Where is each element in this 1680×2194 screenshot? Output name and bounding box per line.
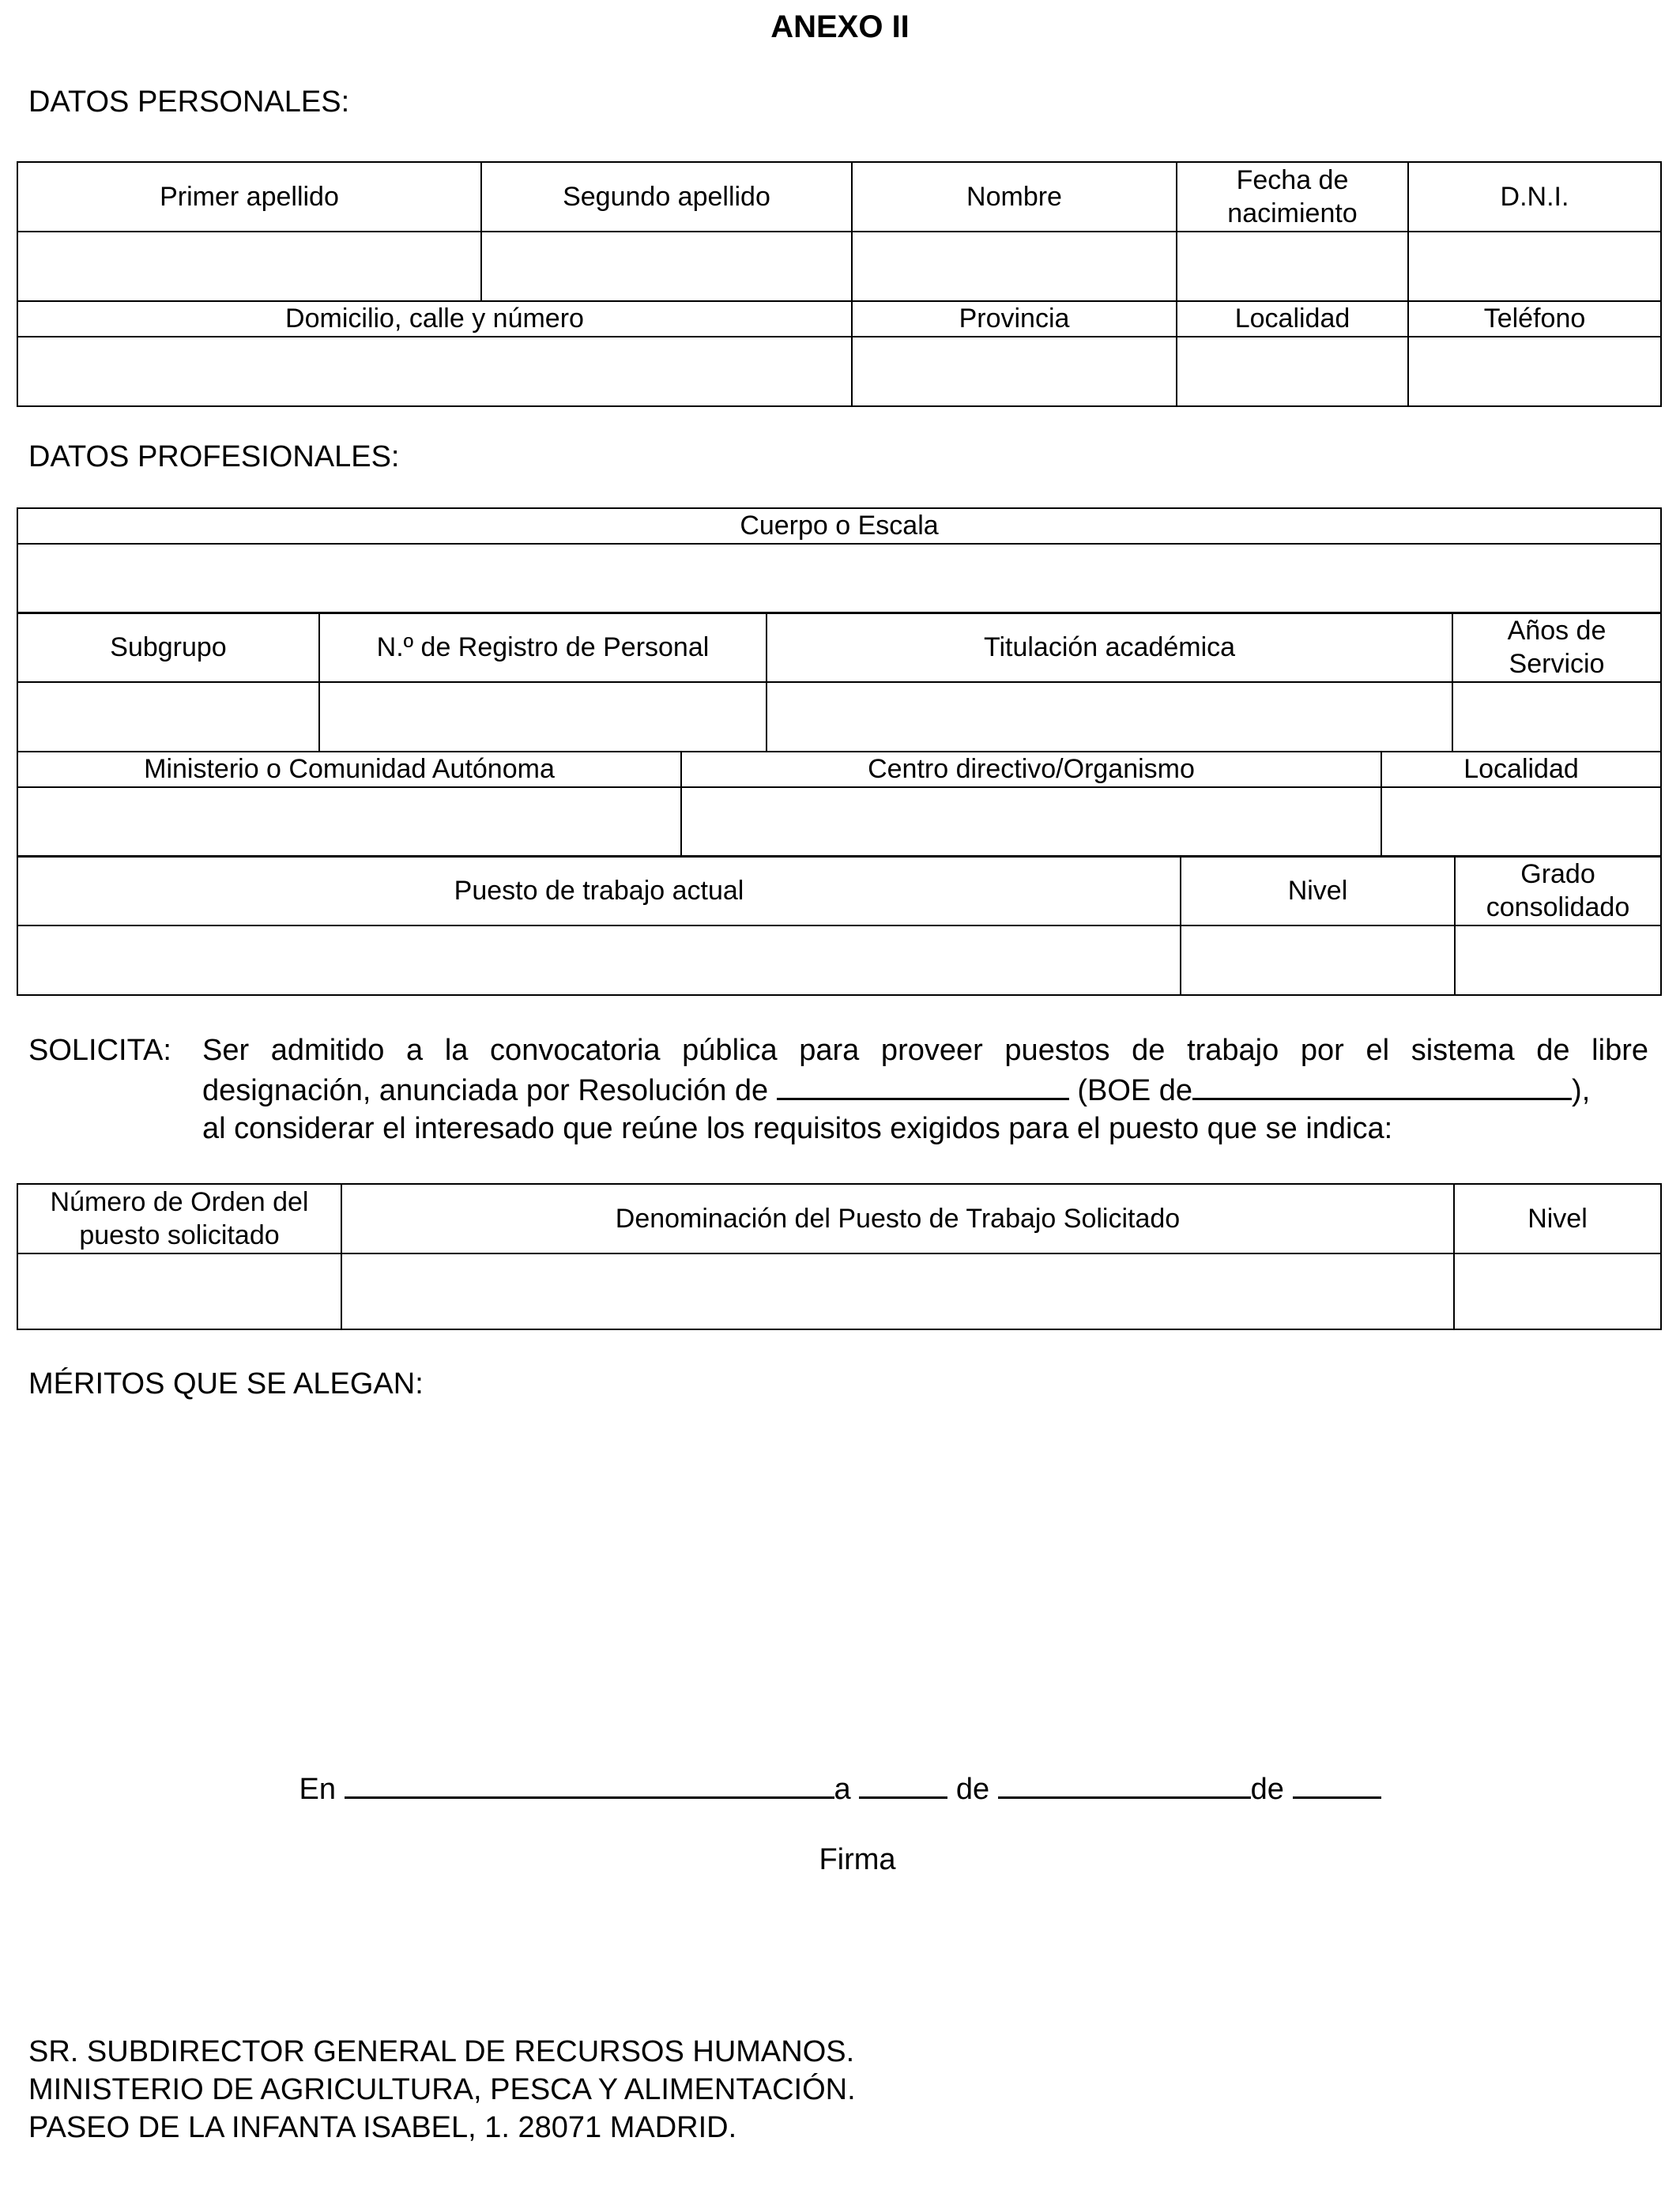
field-segundo-apellido[interactable] [481, 232, 852, 301]
field-domicilio[interactable] [17, 337, 852, 406]
page-title: ANEXO II [770, 9, 910, 44]
field-cuerpo-escala[interactable] [17, 544, 1661, 613]
field-localidad[interactable] [1177, 337, 1408, 406]
field-provincia[interactable] [852, 337, 1177, 406]
field-subgrupo[interactable] [17, 682, 319, 752]
meritos-field[interactable] [28, 1415, 1648, 1731]
header-subgrupo: Subgrupo [17, 613, 319, 682]
address-line-2: MINISTERIO DE AGRICULTURA, PESCA Y ALIMENTACIÓN. [28, 2073, 856, 2106]
place-date-line: En a de de [0, 1768, 1680, 1807]
field-denominacion-puesto[interactable] [341, 1253, 1454, 1329]
solicita-paragraph [28, 1031, 1648, 1148]
field-grado-consolidado[interactable] [1455, 925, 1661, 995]
resolucion-date-blank[interactable] [777, 1069, 1069, 1100]
place-blank[interactable] [345, 1768, 834, 1799]
field-numero-orden[interactable] [17, 1253, 341, 1329]
header-primer-apellido: Primer apellido [17, 162, 481, 232]
professional-puesto-table [17, 855, 1662, 996]
header-ministerio: Ministerio o Comunidad Autónoma [17, 752, 681, 787]
header-cuerpo-escala: Cuerpo o Escala [17, 508, 1661, 544]
field-dni[interactable] [1408, 232, 1661, 301]
header-denominacion-puesto: Denominación del Puesto de Trabajo Solicitado [341, 1184, 1454, 1253]
field-primer-apellido[interactable] [17, 232, 481, 301]
field-nivel-solicitado[interactable] [1454, 1253, 1661, 1329]
professional-data-heading: DATOS PROFESIONALES: [28, 440, 400, 473]
field-registro-personal[interactable] [319, 682, 767, 752]
professional-ministerio-table [17, 751, 1662, 858]
professional-cuerpo-table [17, 507, 1662, 614]
field-nivel-actual[interactable] [1181, 925, 1455, 995]
requested-position-table [17, 1183, 1662, 1330]
solicita-line-2: designación, anunciada por Resolución de (BOE de ), [28, 1069, 1648, 1110]
signature-label: Firma [819, 1843, 896, 1876]
field-nombre[interactable] [852, 232, 1177, 301]
meritos-heading: MÉRITOS QUE SE ALEGAN: [28, 1367, 424, 1400]
header-centro-directivo: Centro directivo/Organismo [681, 752, 1381, 787]
header-segundo-apellido: Segundo apellido [481, 162, 852, 232]
boe-date-blank[interactable] [1192, 1069, 1572, 1100]
header-localidad: Localidad [1177, 301, 1408, 337]
solicita-line-3: al considerar el interesado que reúne los requisitos exigidos para el puesto que se indica: [202, 1112, 1393, 1145]
header-provincia: Provincia [852, 301, 1177, 337]
header-localidad-trabajo: Localidad [1381, 752, 1661, 787]
field-centro-directivo[interactable] [681, 787, 1381, 857]
address-line-1: SR. SUBDIRECTOR GENERAL DE RECURSOS HUMANOS. [28, 2035, 855, 2068]
year-blank[interactable] [1293, 1768, 1381, 1799]
header-domicilio: Domicilio, calle y número [17, 301, 852, 337]
field-ministerio[interactable] [17, 787, 681, 857]
solicita-label: SOLICITA: [28, 1034, 171, 1067]
header-anos-servicio: Años de Servicio [1452, 613, 1661, 682]
day-blank[interactable] [859, 1768, 947, 1799]
address-block [28, 2033, 856, 2147]
personal-data-heading: DATOS PERSONALES: [28, 85, 350, 119]
field-anos-servicio[interactable] [1452, 682, 1661, 752]
header-grado-consolidado: Grado consolidado [1455, 856, 1661, 925]
header-dni: D.N.I. [1408, 162, 1661, 232]
month-blank[interactable] [998, 1768, 1251, 1799]
header-numero-orden: Número de Orden del puesto solicitado [17, 1184, 341, 1253]
header-nivel-solicitado: Nivel [1454, 1184, 1661, 1253]
address-line-3: PASEO DE LA INFANTA ISABEL, 1. 28071 MADRID. [28, 2111, 737, 2144]
solicita-line-1: Ser admitido a la convocatoria pública para proveer puestos de trabajo por el sistema de libre [202, 1034, 1648, 1067]
field-telefono[interactable] [1408, 337, 1661, 406]
header-nombre: Nombre [852, 162, 1177, 232]
field-titulacion[interactable] [767, 682, 1452, 752]
personal-data-table [17, 161, 1662, 407]
header-puesto-actual: Puesto de trabajo actual [17, 856, 1181, 925]
header-registro-personal: N.º de Registro de Personal [319, 613, 767, 682]
header-fecha-nacimiento: Fecha de nacimiento [1177, 162, 1408, 232]
header-nivel-actual: Nivel [1181, 856, 1455, 925]
field-fecha-nacimiento[interactable] [1177, 232, 1408, 301]
field-puesto-actual[interactable] [17, 925, 1181, 995]
header-telefono: Teléfono [1408, 301, 1661, 337]
header-titulacion: Titulación académica [767, 613, 1452, 682]
professional-subgrupo-table [17, 612, 1662, 752]
field-localidad-trabajo[interactable] [1381, 787, 1661, 857]
